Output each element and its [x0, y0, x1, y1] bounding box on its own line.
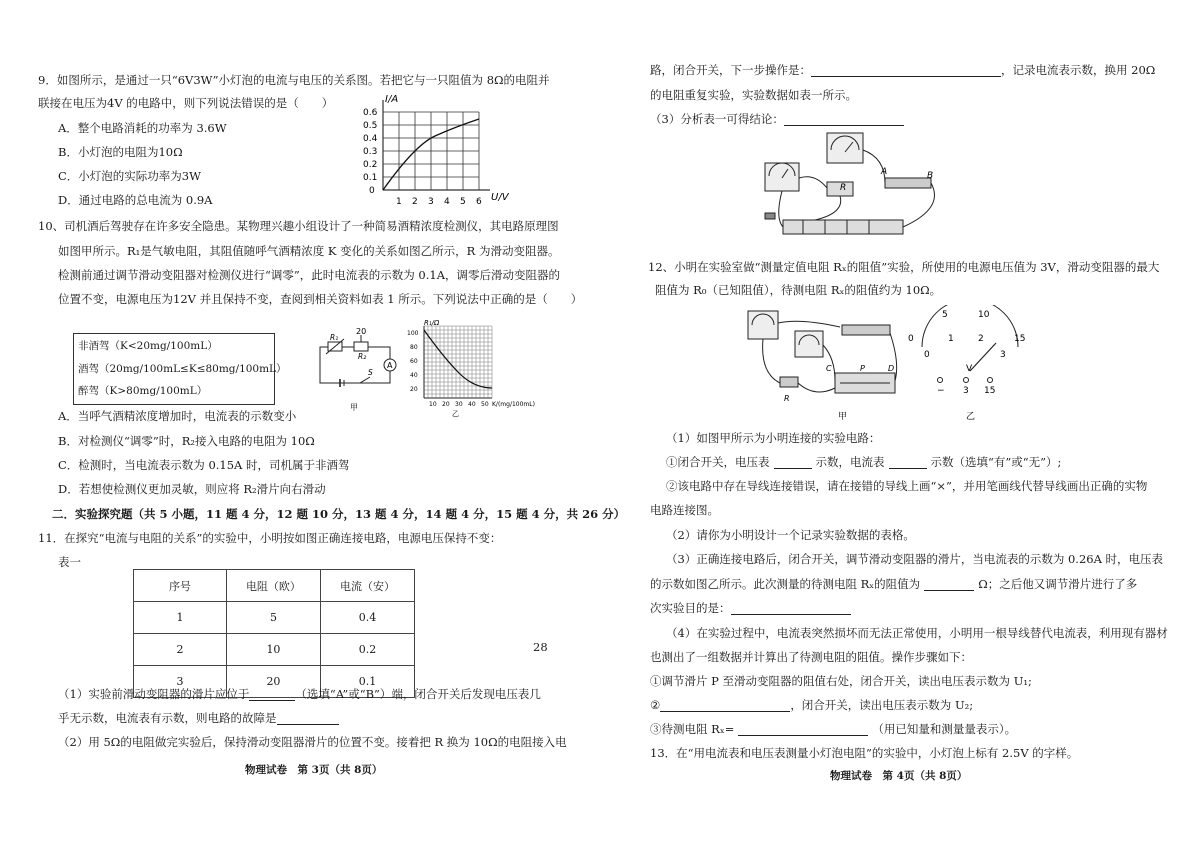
q11-p1c: 乎无示数，电流表有示数，则电路的故障是: [58, 711, 277, 725]
q12-voltmeter-yi: [900, 305, 1040, 423]
q9-ytick: 0.3: [363, 147, 378, 157]
q12-fig-label-r: R: [784, 394, 790, 403]
q11-cont-text: 路，闭合开关，下一步操作是：: [650, 63, 811, 77]
q12-text: 示数（选填“有”或“无”）;: [930, 455, 1062, 469]
q12-part2: （2）请你为小明设计一个记录实验数据的表格。: [666, 528, 915, 542]
q10-chart-xlabel: K/(mg/100mL): [492, 401, 535, 408]
q11-part1-line1: [58, 687, 541, 701]
q11-fig-label-a: A: [881, 167, 888, 177]
q10-option-c: C．检测时，当电流表示数为 0.15A 时，司机属于非酒驾: [58, 458, 350, 472]
voltmeter-inner-2: 2: [978, 334, 984, 344]
q9-option-b: B．小灯泡的电阻为10Ω: [58, 145, 183, 159]
q11-answer-blank[interactable]: [277, 724, 339, 725]
q9-ytick: 0.4: [363, 134, 378, 144]
q10-circuit-ammeter: A: [387, 361, 393, 370]
section2-heading: 二．实验探究题（共 5 小题，11 题 4 分，12 题 10 分，13 题 4 分，14 题 4 分，15 题 4 分，共 26 分）: [52, 507, 626, 521]
q12-text: 的示数如图乙所示。此次测量的待测电阻 Rₓ的阻值为: [650, 577, 921, 591]
q9-ytick: 0.2: [363, 160, 378, 170]
table-header: 序号: [134, 570, 227, 602]
q11-fig-label-r: R: [840, 183, 847, 193]
q10-table1-row: 醉驾（K>80mg/100mL）: [78, 385, 208, 397]
q9-ytick: 0.6: [363, 108, 378, 118]
q11-cont-text: （3）分析表一可得结论：: [650, 112, 784, 126]
q12-part3-line3: [650, 601, 851, 615]
q10-circuit-r1: R₁: [330, 333, 339, 342]
q12-text: Ω；之后他又调节滑片进行了多: [978, 577, 1138, 591]
q9-stem-line2: 联接在电压为4V 的电路中，则下列说法错误的是（ ）: [38, 96, 334, 110]
q12-fig-caption-jia: 甲: [838, 412, 848, 421]
q12-fig-caption-yi: 乙: [966, 412, 976, 422]
q10-circuit-r2: R₂: [358, 352, 367, 361]
q12-text: ②: [650, 698, 661, 712]
q10-option-d: D．若想使检测仪更加灵敏，则应将 R₂滑片向右滑动: [58, 482, 326, 496]
q11-apparatus-figure: [755, 128, 955, 243]
q10-chart-ytick: 100: [407, 330, 419, 337]
q9-iu-graph: [355, 90, 515, 210]
q12-part1-step1: [666, 455, 1061, 469]
q10-option-b: B．对检测仪“调零”时，R₂接入电路的电阻为 10Ω: [58, 434, 315, 448]
table-header-row: [134, 570, 415, 602]
q11-cont-line2: 的电阻重复实验，实验数据如表一所示。: [650, 88, 857, 102]
q11-p1b: （选填“A”或“B”）端，闭合开关后发现电压表几: [295, 687, 541, 701]
q10-chart-caption: 乙: [452, 410, 459, 418]
table-cell: 3: [134, 666, 227, 698]
q9-xtick: 6: [476, 197, 482, 207]
q9-ytick: 0.5: [363, 121, 378, 131]
q10-chart-xtick: 10: [429, 401, 437, 408]
q9-graph-xlabel: U/V: [491, 192, 509, 203]
q12-answer-blank[interactable]: [889, 468, 927, 469]
q12-text: （用已知量和测量量表示）。: [872, 722, 1017, 736]
q11-answer-blank[interactable]: [811, 76, 1001, 77]
voltmeter-term-3: 3: [963, 386, 969, 396]
voltmeter-outer-0: 0: [908, 334, 914, 344]
q10-circuit-switch: S: [368, 368, 373, 377]
margin-mark: 28: [533, 640, 548, 654]
q10-table1-row: 酒驾（20mg/100mL≤K≤80mg/100mL）: [78, 363, 287, 375]
q9-xtick: 4: [444, 197, 450, 207]
q11-cont-line3: [650, 112, 904, 126]
voltmeter-outer-5: 5: [942, 310, 948, 320]
table-cell: 0.2: [320, 634, 414, 666]
q12-text: ③待测电阻 Rₓ=: [650, 722, 735, 736]
q12-text: ①闭合开关，电压表: [666, 455, 770, 469]
q12-part1-step2b: 电路连接图。: [650, 503, 719, 517]
table-cell: 1: [134, 602, 227, 634]
q11-answer-blank[interactable]: [784, 125, 904, 126]
q10-line2: 如图甲所示。R₁是气敏电阻，其阻值随呼气酒精浓度 K 变化的关系如图乙所示，R 为滑动变阻器。: [58, 244, 560, 258]
q12-answer-blank[interactable]: [774, 468, 812, 469]
q11-cont-text: ，记录电流表示数，换用 20Ω: [1001, 63, 1156, 77]
q11-part1-line2: [58, 711, 339, 725]
q12-fig-label-p: P: [860, 364, 865, 373]
q12-part3-line2: [650, 577, 1137, 591]
table-cell: 5: [226, 602, 320, 634]
q10-chart-ytick: 40: [410, 372, 418, 379]
q12-answer-blank[interactable]: [738, 735, 868, 736]
q10-chart-xtick: 20: [442, 401, 450, 408]
page-footer: 物理试卷 第 3页（共 8页）: [245, 764, 383, 776]
q11-stem: 11．在探究“电流与电阻的关系”的实验中，小明按如图正确连接电路，电源电压保持不变：: [38, 531, 502, 545]
table-header: 电流（安）: [320, 570, 414, 602]
q11-part2: （2）用 5Ω的电阻做完实验后，保持滑动变阻器滑片的位置不变。接着把 R 换为 10Ω的电阻接入电: [58, 735, 567, 749]
q12-circuit-jia: [740, 303, 900, 421]
q10-chart-xtick: 30: [455, 401, 463, 408]
table-cell: 10: [226, 634, 320, 666]
right-page: [600, 0, 1200, 849]
q12-answer-blank[interactable]: [731, 614, 851, 615]
voltmeter-inner-1: 1: [948, 334, 954, 344]
q12-part4-step1: ①调节滑片 P 至滑动变阻器的阻值右处，闭合开关，读出电压表示数为 U₁;: [650, 674, 1032, 688]
q10-chart-yi: [404, 318, 554, 418]
table-row: [134, 634, 415, 666]
q9-xtick: 2: [412, 197, 418, 207]
table-header: 电阻（欧）: [226, 570, 320, 602]
q10-chart-ytick: 20: [410, 386, 418, 393]
q11-cont-line1: [650, 63, 1155, 77]
voltmeter-term-15: 15: [984, 386, 996, 396]
table-cell: 0.1: [320, 666, 414, 698]
q11-fig-label-b: B: [927, 171, 934, 181]
q11-answer-blank[interactable]: [249, 700, 295, 701]
q9-graph-ylabel: I/A: [385, 94, 399, 105]
voltmeter-unit: V: [966, 364, 973, 374]
table-row: [134, 602, 415, 634]
q9-xtick: 1: [396, 197, 402, 207]
q13-stem: 13．在“用电流表和电压表测量小灯泡电阻”的实验中，小灯泡上标有 2.5V 的字样。: [650, 746, 1079, 760]
q12-text: ，闭合开关，读出电压表示数为 U₂;: [790, 698, 974, 712]
q10-circuit-20: 20: [356, 327, 367, 336]
voltmeter-inner-3: 3: [1000, 350, 1006, 360]
q9-option-d: D．通过电路的总电流为 0.9A: [58, 193, 213, 207]
q12-part4-line1: （4）在实验过程中，电流表突然损坏而无法正常使用，小明用一根导线替代电流表，利用现有器材: [666, 626, 1168, 640]
q12-text: 次实验目的是：: [650, 601, 731, 615]
q12-part3-line1: （3）正确连接电路后，闭合开关，调节滑动变阻器的滑片，当电流表的示数为 0.26A 时，电压表: [666, 552, 1164, 566]
q12-part4-line2: 也测出了一组数据并计算出了待测电阻的阻值。操作步骤如下：: [650, 650, 972, 664]
q10-line3: 检测前通过调节滑动变阻器对检测仪进行“调零”，此时电流表的示数为 0.1A，调零后滑动变阻器的: [58, 268, 561, 282]
q12-part1: （1）如图甲所示为小明连接的实验电路：: [666, 431, 881, 445]
table-cell: 0.4: [320, 602, 414, 634]
q9-option-c: C．小灯泡的实际功率为3W: [58, 169, 201, 183]
q11-p1a: （1）实验前滑动变阻器的滑片应位于: [58, 687, 250, 701]
q9-ytick: 0: [369, 186, 375, 196]
q10-table1: [73, 333, 287, 405]
voltmeter-inner-0: 0: [924, 350, 930, 360]
q9-xtick: 5: [460, 197, 466, 207]
q12-answer-blank[interactable]: [924, 590, 974, 591]
q11-data-table: [133, 569, 415, 698]
q9-ytick: 0.1: [363, 173, 378, 183]
table-cell: 20: [226, 666, 320, 698]
q12-part4-step2: [650, 698, 973, 712]
q10-circuit-caption: 甲: [350, 403, 358, 412]
q10-table1-row: 非酒驾（K<20mg/100mL）: [78, 340, 218, 352]
q9-option-a: A．整个电路消耗的功率为 3.6W: [58, 121, 227, 135]
q12-part4-step3: [650, 722, 1016, 736]
q10-line1: 10、司机酒后驾驶存在许多安全隐患。某物理兴趣小组设计了一种简易酒精浓度检测仪，其电路原理图: [38, 219, 559, 233]
q12-text: 示数，电流表: [815, 455, 885, 469]
q9-xtick: 3: [428, 197, 434, 207]
q10-option-a: A．当呼气酒精浓度增加时，电流表的示数变小: [58, 409, 297, 423]
q11-table-title: 表一: [58, 555, 81, 569]
q12-fig-label-c: C: [826, 364, 832, 373]
voltmeter-term-neg: −: [937, 386, 945, 396]
q9-stem-line1: 9．如图所示，是通过一只“6V3W”小灯泡的电流与电压的关系图。若把它与一只阻值为 8Ω的电阻并: [38, 73, 550, 87]
q10-chart-ytick: 60: [410, 358, 418, 365]
q12-answer-blank[interactable]: [660, 711, 790, 712]
table-cell: 2: [134, 634, 227, 666]
page-footer: 物理试卷 第 4页（共 8页）: [830, 770, 968, 782]
q12-line1: 12、小明在实验室做“测量定值电阻 Rₓ的阻值”实验，所使用的电源电压值为 3V，滑动变阻器的最大: [648, 260, 1160, 274]
q10-circuit-jia: [310, 325, 405, 415]
voltmeter-outer-15: 15: [1014, 334, 1026, 344]
q10-chart-xtick: 50: [481, 401, 489, 408]
q12-part1-step2: ②该电路中存在导线连接错误，请在接错的导线上画“×”，并用笔画线代替导线画出正确的实物: [666, 479, 1148, 493]
q10-chart-ylabel: R₁/Ω: [424, 319, 440, 327]
q10-chart-xtick: 40: [468, 401, 476, 408]
q10-line4: 位置不变，电源电压为12V 并且保持不变，查阅到相关资料如表 1 所示。下列说法中正确的是（ ）: [58, 292, 583, 306]
q12-fig-label-d: D: [888, 364, 895, 373]
q10-chart-ytick: 80: [410, 344, 418, 351]
voltmeter-outer-10: 10: [978, 310, 990, 320]
q12-line2: 阻值为 R₀（已知阻值），待测电阻 Rₓ的阻值约为 10Ω。: [655, 283, 942, 297]
